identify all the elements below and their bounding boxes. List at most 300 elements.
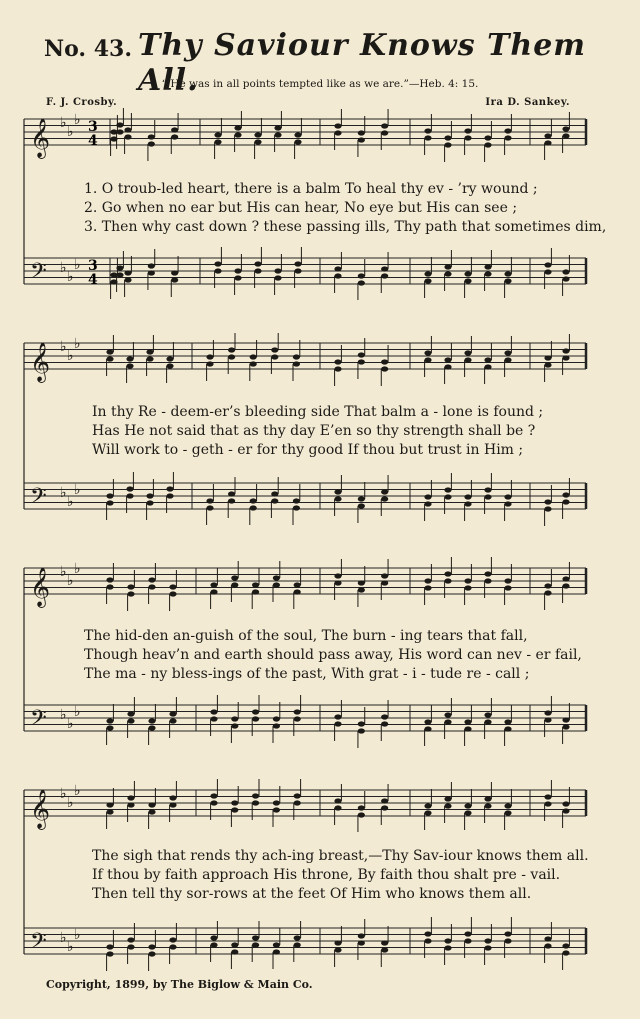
note-head	[484, 487, 491, 492]
note-head	[146, 356, 153, 361]
note-head	[381, 573, 388, 578]
note-head	[424, 128, 431, 133]
note-head	[210, 942, 217, 947]
note-head	[234, 125, 241, 130]
note-head	[274, 125, 281, 130]
note-head	[334, 273, 341, 278]
note-head	[358, 130, 365, 135]
note-head	[562, 499, 569, 504]
note-head	[424, 135, 431, 140]
time-signature-top: 3	[88, 119, 98, 135]
note-head	[484, 364, 491, 369]
note-head	[250, 354, 257, 359]
note-head	[562, 133, 569, 138]
note-head	[271, 498, 278, 503]
note-head	[381, 123, 388, 128]
note-head	[544, 710, 551, 715]
composer-credit: Ira D. Sankey.	[485, 97, 570, 108]
note-head	[271, 354, 278, 359]
note-head	[334, 489, 341, 494]
note-head	[358, 587, 365, 592]
note-head	[294, 589, 301, 594]
note-head	[464, 803, 471, 808]
note-head	[294, 582, 301, 587]
flat-icon: ♭	[74, 257, 81, 273]
note-head	[464, 271, 471, 276]
flat-icon: ♭	[67, 348, 74, 364]
note-head	[106, 577, 113, 582]
note-head	[444, 571, 451, 576]
note-head	[562, 348, 569, 353]
note-head	[148, 951, 155, 956]
note-head	[106, 493, 113, 498]
time-signature-bottom: 4	[88, 272, 98, 288]
note-head	[504, 501, 511, 506]
note-head	[273, 582, 280, 587]
note-head	[146, 349, 153, 354]
note-head	[484, 135, 491, 140]
note-head	[358, 137, 365, 142]
note-head	[166, 486, 173, 491]
note-head	[294, 935, 301, 940]
note-head	[484, 803, 491, 808]
note-head	[358, 805, 365, 810]
note-head	[358, 280, 365, 285]
note-head	[444, 578, 451, 583]
note-head	[464, 278, 471, 283]
note-head	[252, 935, 259, 940]
note-head	[294, 793, 301, 798]
note-head	[250, 498, 257, 503]
note-head	[544, 794, 551, 799]
note-head	[234, 275, 241, 280]
note-head	[464, 719, 471, 724]
note-head	[464, 938, 471, 943]
note-head	[127, 802, 134, 807]
note-head	[424, 501, 431, 506]
note-head	[562, 355, 569, 360]
note-head	[252, 582, 259, 587]
flat-icon: ♭	[67, 716, 74, 732]
note-head	[231, 575, 238, 580]
flat-icon: ♭	[74, 783, 81, 799]
note-head	[444, 271, 451, 276]
note-head	[110, 129, 117, 134]
note-head	[294, 709, 301, 714]
note-head	[110, 279, 117, 284]
note-head	[127, 944, 134, 949]
note-head	[231, 807, 238, 812]
clef-icon: 𝄞	[30, 118, 51, 158]
note-head	[293, 505, 300, 510]
flat-icon: ♭	[67, 939, 74, 955]
note-head	[381, 805, 388, 810]
note-head	[127, 795, 134, 800]
note-head	[334, 721, 341, 726]
lyricist-credit: F. J. Crosby.	[46, 97, 118, 108]
note-head	[106, 718, 113, 723]
note-head	[127, 937, 134, 942]
note-head	[124, 134, 131, 139]
flat-icon: ♭	[67, 269, 74, 285]
note-head	[464, 128, 471, 133]
note-head	[562, 492, 569, 497]
note-head	[127, 711, 134, 716]
flat-icon: ♭	[74, 704, 81, 720]
note-head	[484, 142, 491, 147]
note-head	[544, 717, 551, 722]
note-head	[214, 268, 221, 273]
note-head	[484, 271, 491, 276]
note-head	[504, 719, 511, 724]
note-head	[126, 363, 133, 368]
note-head	[444, 796, 451, 801]
note-head	[127, 591, 134, 596]
note-head	[271, 347, 278, 352]
lyric-line: Though heav’n and earth should pass away, His word can nev - er fail,	[84, 647, 582, 663]
note-head	[231, 723, 238, 728]
note-head	[424, 719, 431, 724]
note-head	[214, 139, 221, 144]
flat-icon: ♭	[74, 482, 81, 498]
note-head	[148, 584, 155, 589]
note-head	[424, 278, 431, 283]
note-head	[424, 810, 431, 815]
note-head	[562, 276, 569, 281]
note-head	[464, 350, 471, 355]
note-head	[148, 270, 155, 275]
note-head	[106, 944, 113, 949]
note-head	[169, 937, 176, 942]
note-head	[234, 132, 241, 137]
note-head	[250, 505, 257, 510]
note-head	[358, 359, 365, 364]
clef-icon: 𝄢	[30, 484, 47, 514]
note-head	[544, 140, 551, 145]
note-head	[484, 578, 491, 583]
scripture-epigraph: “ He was in all points tempted like as we are.”—Heb. 4: 15.	[161, 78, 479, 90]
note-head	[504, 135, 511, 140]
note-head	[110, 136, 117, 141]
flat-icon: ♭	[60, 786, 67, 802]
note-head	[124, 270, 131, 275]
clef-icon: 𝄢	[30, 259, 47, 289]
note-head	[126, 486, 133, 491]
note-head	[171, 270, 178, 275]
note-head	[228, 491, 235, 496]
note-head	[148, 725, 155, 730]
note-head	[148, 134, 155, 139]
note-head	[381, 359, 388, 364]
note-head	[544, 355, 551, 360]
note-head	[273, 949, 280, 954]
note-head	[381, 947, 388, 952]
note-head	[171, 134, 178, 139]
note-head	[544, 362, 551, 367]
flat-icon: ♭	[60, 707, 67, 723]
note-head	[444, 357, 451, 362]
note-head	[252, 793, 259, 798]
note-head	[358, 503, 365, 508]
note-head	[504, 578, 511, 583]
note-head	[231, 800, 238, 805]
clef-icon: 𝄢	[30, 929, 47, 959]
note-head	[544, 499, 551, 504]
lyric-line: Then tell thy sor-rows at the feet Of Him who knows them all.	[92, 886, 532, 902]
time-signature-bottom: 4	[88, 133, 98, 149]
note-head	[148, 802, 155, 807]
note-head	[484, 264, 491, 269]
note-head	[424, 585, 431, 590]
note-head	[444, 803, 451, 808]
note-head	[148, 944, 155, 949]
note-head	[273, 807, 280, 812]
note-head	[464, 357, 471, 362]
note-head	[544, 269, 551, 274]
note-head	[444, 364, 451, 369]
note-head	[206, 361, 213, 366]
note-head	[504, 494, 511, 499]
note-head	[444, 494, 451, 499]
note-head	[464, 135, 471, 140]
note-head	[424, 726, 431, 731]
note-head	[381, 496, 388, 501]
note-head	[424, 350, 431, 355]
note-head	[464, 501, 471, 506]
note-head	[334, 130, 341, 135]
note-head	[444, 945, 451, 950]
note-head	[358, 352, 365, 357]
note-head	[381, 130, 388, 135]
flat-icon: ♭	[60, 485, 67, 501]
note-head	[228, 347, 235, 352]
note-head	[231, 942, 238, 947]
note-head	[169, 802, 176, 807]
note-head	[504, 585, 511, 590]
hymn-number: No. 43.	[44, 36, 132, 62]
note-head	[424, 938, 431, 943]
flat-icon: ♭	[67, 795, 74, 811]
note-head	[254, 268, 261, 273]
lyric-line: The hid-den an-guish of the soul, The burn - ing tears that fall,	[84, 628, 528, 644]
note-head	[464, 494, 471, 499]
flat-icon: ♭	[74, 561, 81, 577]
note-head	[166, 356, 173, 361]
note-head	[464, 931, 471, 936]
note-head	[444, 719, 451, 724]
note-head	[231, 949, 238, 954]
hymn-title: Thy Saviour Knows Them All.	[138, 28, 587, 98]
note-head	[231, 716, 238, 721]
note-head	[381, 721, 388, 726]
note-head	[228, 498, 235, 503]
note-head	[228, 354, 235, 359]
note-head	[484, 571, 491, 576]
flat-icon: ♭	[74, 112, 81, 128]
note-head	[148, 141, 155, 146]
note-head	[484, 796, 491, 801]
note-head	[252, 716, 259, 721]
note-head	[169, 584, 176, 589]
note-head	[273, 716, 280, 721]
note-head	[544, 936, 551, 941]
note-head	[254, 261, 261, 266]
note-head	[484, 357, 491, 362]
note-head	[210, 793, 217, 798]
note-head	[504, 350, 511, 355]
note-head	[504, 128, 511, 133]
note-head	[464, 585, 471, 590]
note-head	[254, 132, 261, 137]
note-head	[273, 575, 280, 580]
note-head	[206, 498, 213, 503]
note-head	[381, 580, 388, 585]
note-head	[126, 493, 133, 498]
copyright-notice: Copyright, 1899, by The Biglow & Main Co.	[46, 978, 313, 991]
clef-icon: 𝄞	[30, 567, 51, 607]
note-head	[544, 943, 551, 948]
note-head	[484, 494, 491, 499]
note-head	[254, 139, 261, 144]
flat-icon: ♭	[67, 573, 74, 589]
note-head	[358, 496, 365, 501]
note-head	[106, 584, 113, 589]
flat-icon: ♭	[60, 564, 67, 580]
note-head	[381, 489, 388, 494]
note-head	[210, 582, 217, 587]
note-head	[146, 493, 153, 498]
note-head	[252, 800, 259, 805]
note-head	[381, 266, 388, 271]
note-head	[293, 361, 300, 366]
note-head	[424, 578, 431, 583]
note-head	[358, 721, 365, 726]
note-head	[106, 500, 113, 505]
note-head	[294, 716, 301, 721]
note-head	[146, 500, 153, 505]
note-head	[424, 803, 431, 808]
note-head	[166, 493, 173, 498]
note-head	[444, 142, 451, 147]
note-head	[271, 491, 278, 496]
note-head	[334, 359, 341, 364]
note-head	[274, 132, 281, 137]
note-head	[334, 947, 341, 952]
lyric-line: In thy Re - deem-er’s bleeding side That balm a - lone is found ;	[92, 404, 544, 420]
note-head	[358, 812, 365, 817]
note-head	[124, 127, 131, 132]
lyric-line: Will work to - geth - er for thy good If thou but trust in Him ;	[92, 442, 524, 458]
note-head	[293, 498, 300, 503]
note-head	[294, 268, 301, 273]
note-head	[169, 944, 176, 949]
note-head	[169, 711, 176, 716]
note-head	[294, 132, 301, 137]
note-head	[562, 724, 569, 729]
note-head	[334, 266, 341, 271]
note-head	[424, 931, 431, 936]
flat-icon: ♭	[67, 124, 74, 140]
note-head	[381, 273, 388, 278]
note-head	[562, 576, 569, 581]
note-head	[504, 271, 511, 276]
note-head	[381, 798, 388, 803]
note-head	[334, 496, 341, 501]
note-head	[214, 261, 221, 266]
note-head	[106, 725, 113, 730]
note-head	[424, 357, 431, 362]
note-head	[166, 363, 173, 368]
note-head	[562, 717, 569, 722]
note-head	[484, 938, 491, 943]
note-head	[444, 135, 451, 140]
time-signature-top: 3	[88, 258, 98, 274]
note-head	[444, 264, 451, 269]
flat-icon: ♭	[60, 339, 67, 355]
note-head	[334, 940, 341, 945]
note-head	[106, 809, 113, 814]
note-head	[231, 582, 238, 587]
note-head	[273, 723, 280, 728]
note-head	[252, 942, 259, 947]
lyric-line: 2. Go when no ear but His can hear, No eye but His can see ;	[84, 200, 518, 216]
note-head	[169, 591, 176, 596]
note-head	[274, 268, 281, 273]
note-head	[126, 356, 133, 361]
note-head	[484, 712, 491, 717]
note-head	[106, 349, 113, 354]
note-head	[464, 578, 471, 583]
note-head	[544, 801, 551, 806]
note-head	[252, 589, 259, 594]
note-head	[210, 716, 217, 721]
flat-icon: ♭	[60, 260, 67, 276]
note-head	[334, 714, 341, 719]
note-head	[127, 584, 134, 589]
note-head	[484, 719, 491, 724]
note-head	[273, 800, 280, 805]
note-head	[293, 354, 300, 359]
note-head	[210, 589, 217, 594]
note-head	[504, 810, 511, 815]
note-head	[484, 945, 491, 950]
note-head	[562, 583, 569, 588]
note-head	[274, 275, 281, 280]
note-head	[171, 127, 178, 132]
note-head	[250, 361, 257, 366]
note-head	[444, 938, 451, 943]
note-head	[334, 123, 341, 128]
lyric-line: If thou by faith approach His throne, By faith thou shalt pre - vail.	[92, 867, 561, 883]
note-head	[210, 800, 217, 805]
note-head	[334, 805, 341, 810]
clef-icon: 𝄢	[30, 706, 47, 736]
note-head	[504, 803, 511, 808]
note-head	[444, 487, 451, 492]
note-head	[504, 278, 511, 283]
note-head	[544, 506, 551, 511]
note-head	[294, 261, 301, 266]
note-head	[504, 726, 511, 731]
flat-icon: ♭	[74, 336, 81, 352]
note-head	[562, 801, 569, 806]
note-head	[464, 810, 471, 815]
lyric-line: The ma - ny bless-ings of the past, With grat - i - tude re - call ;	[84, 666, 530, 682]
note-head	[294, 942, 301, 947]
note-head	[358, 273, 365, 278]
note-head	[171, 277, 178, 282]
note-head	[562, 950, 569, 955]
